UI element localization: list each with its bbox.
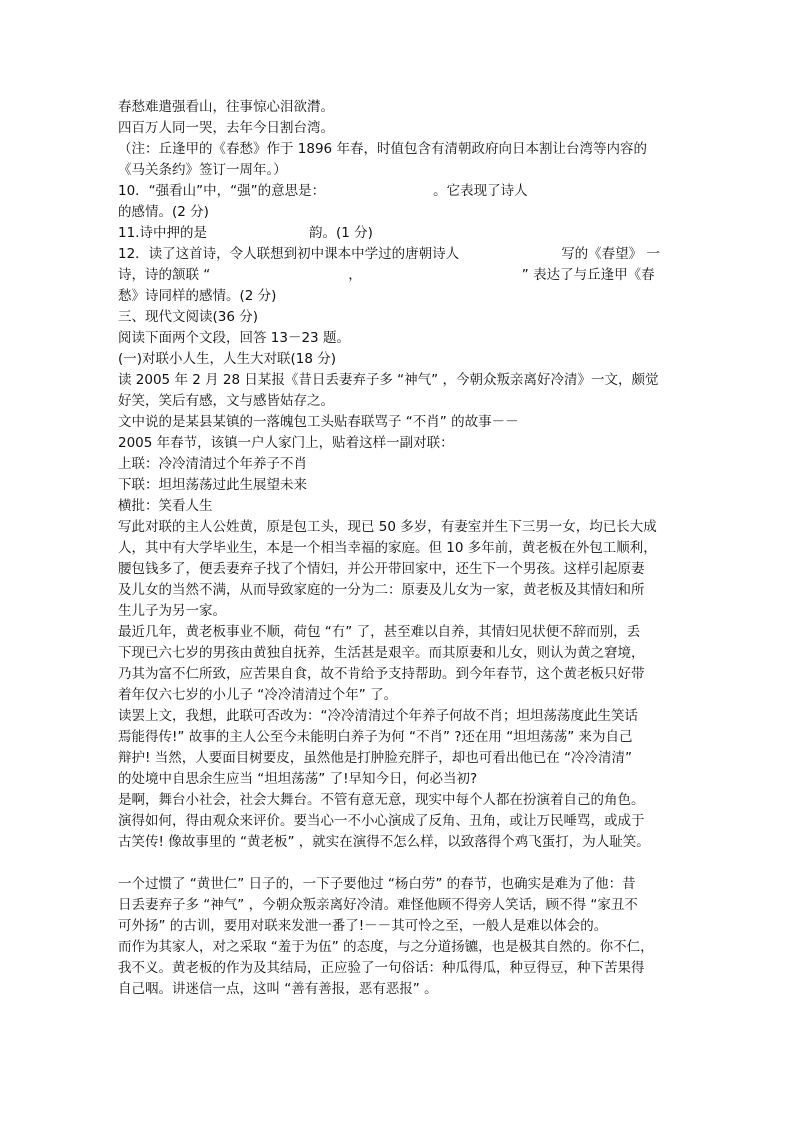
poem-note-line-2: 《马关条约》签订一周年。） bbox=[118, 162, 287, 178]
poem-note-line-1: （注：丘逢甲的《春愁》作于 1896 年春，时值包含有清朝政府向日本割让台湾等内容的 bbox=[118, 141, 647, 157]
question-11-text-2: 韵。(1 分) bbox=[308, 225, 373, 241]
section-instruction: 阅读下面两个文段，回答 13－23 题。 bbox=[118, 330, 350, 346]
paragraph-line: 是啊，舞台小社会，社会大舞台。不管有意无意，现实中每个人都在扮演着自己的角色。 bbox=[118, 792, 645, 808]
paragraph-line: 生儿子为另一家。 bbox=[118, 603, 226, 619]
paragraph-line: 焉能得传!” 故事的主人公至今未能明白养子为何 “不肖” ?还在用 “坦坦荡荡” 来为自己 bbox=[118, 729, 633, 745]
question-12 bbox=[118, 244, 684, 265]
paragraph-line: 的处境中自思余生应当 “坦坦荡荡” 了!早知今日，何必当初? bbox=[118, 771, 478, 787]
couplet-upper: 上联：冷冷清清过个年养子不肖 bbox=[118, 456, 307, 472]
article-intro-line: 2005 年春节，该镇一户人家门上，贴着这样一副对联： bbox=[118, 435, 454, 451]
question-12-line-2 bbox=[118, 265, 684, 286]
paragraph-line: 着年仅六七岁的小儿子 “冷冷清清过个年” 了。 bbox=[118, 687, 398, 703]
question-12-text-2: 写的《春望》 一 bbox=[561, 246, 660, 262]
question-12-text: 12．读了这首诗，令人联想到初中课本中学过的唐朝诗人 bbox=[118, 246, 460, 262]
poem-line-2: 四百万人同一哭，去年今日割台湾。 bbox=[118, 120, 334, 136]
paragraph-line: 演得如何，得由观众来评价。要当心一不小心演成了反角、丑角，或让万民唾骂，或成于 bbox=[118, 813, 645, 829]
paragraph-line: 读罢上文，我想，此联可否改为：“冷冷清清过个年养子何故不肖；坦坦荡荡度此生笑话 bbox=[118, 708, 638, 724]
article-intro-line: 读 2005 年 2 月 28 日某报《昔日丢妻弃子多 “神气” ，今朝众叛亲离好冷清》一文，颇觉 bbox=[118, 372, 659, 388]
paragraph-line: 一个过惯了 “黄世仁” 日子的，一下子要他过 “杨白劳” 的春节，也确实是难为了他：昔 bbox=[118, 876, 636, 892]
question-10 bbox=[118, 181, 684, 202]
paragraph-line: 我不义。黄老板的作为及其结局，正应验了一句俗话：种瓜得瓜，种豆得豆，种下苦果得 bbox=[118, 960, 645, 976]
paragraph-line: 古笑传! 像故事里的 “黄老板” ，就实在演得不怎么样，以致落得个鸡飞蛋打，为人耻笑。 bbox=[118, 834, 650, 850]
article-intro-line: 好笑，笑后有感，文与感皆姑存之。 bbox=[118, 393, 334, 409]
paragraph-line: 乃其为富不仁所致，应苦果自食，故不肯给予支持帮助。到今年春节，这个黄老板只好带 bbox=[118, 666, 645, 682]
question-11 bbox=[118, 223, 684, 244]
paragraph-line: 写此对联的主人公姓黄，原是包工头，现已 50 多岁，有妻室并生下三男一女，均已长大成 bbox=[118, 519, 657, 535]
question-10-text: 10．“强看山”中，“强”的意思是： bbox=[118, 183, 326, 199]
section-heading: 三、现代文阅读(36 分) bbox=[118, 309, 259, 325]
question-12-text-3: 诗，诗的颔联 “ bbox=[118, 267, 211, 283]
document-page bbox=[118, 97, 684, 1000]
paragraph-line: 腰包钱多了，便丢妻弃子找了个情妇，并公开带回家中，还生下一个男孩。这样引起原妻 bbox=[118, 561, 645, 577]
question-12-text-4: ， bbox=[348, 267, 362, 283]
paragraph-line: 最近几年，黄老板事业不顺，荷包 “冇” 了，甚至难以自养，其情妇见状便不辞而别，丢 bbox=[118, 624, 641, 640]
paragraph-line: 自己咽。讲迷信一点，这叫 “善有善报，恶有恶报” 。 bbox=[118, 981, 438, 997]
paragraph-line: 及儿女的当然不满，从而导致家庭的一分为二：原妻及儿女为一家，黄老板及其情妇和所 bbox=[118, 582, 645, 598]
paragraph-line: 可外扬” 的古训，要用对联来发泄一番了!－－其可怜之至，一般人是难以体会的。 bbox=[118, 918, 608, 934]
paragraph-line: 而作为其家人，对之采取 “羞于为伍” 的态度，与之分道扬镳，也是极其自然的。你不仁， bbox=[118, 939, 654, 955]
article-title: (一)对联小人生，人生大对联(18 分) bbox=[118, 351, 337, 367]
question-12-text-5: ” 表达了与丘逢甲《春 bbox=[521, 267, 655, 283]
article-intro-line: 文中说的是某县某镇的一落魄包工头贴春联骂子 “不肖” 的故事－－ bbox=[118, 414, 519, 430]
question-10-text-2: 。它表现了诗人 bbox=[433, 183, 528, 199]
question-10-continued: 的感情。(2 分) bbox=[118, 204, 209, 220]
paragraph-line: 辩护! 当然，人要面目树要皮，虽然他是打肿脸充胖子，却也可看出他已在 “冷冷清清” bbox=[118, 750, 632, 766]
paragraph-line: 日丢妻弃子多 “神气” ，今朝众叛亲离好冷清。难怪他顾不得旁人笑话，顾不得 “家丑不 bbox=[118, 897, 638, 913]
poem-line-1: 春愁难遣强看山，往事惊心泪欲潸。 bbox=[118, 99, 334, 115]
question-12-line-3: 愁》诗同样的感情。(2 分) bbox=[118, 288, 277, 304]
question-11-text: 11.诗中押的是 bbox=[118, 225, 207, 241]
paragraph-spacer bbox=[118, 853, 684, 874]
couplet-horizontal: 横批：笑看人生 bbox=[118, 498, 213, 514]
paragraph-line: 人，其中有大学毕业生，本是一个相当幸福的家庭。但 10 多年前，黄老板在外包工顺利， bbox=[118, 540, 657, 556]
couplet-lower: 下联：坦坦荡荡过此生展望未来 bbox=[118, 477, 307, 493]
paragraph-line: 下现已六七岁的男孩由黄独自抚养，生活甚是艰辛。而其原妻和儿女，则认为黄之窘境， bbox=[118, 645, 645, 661]
